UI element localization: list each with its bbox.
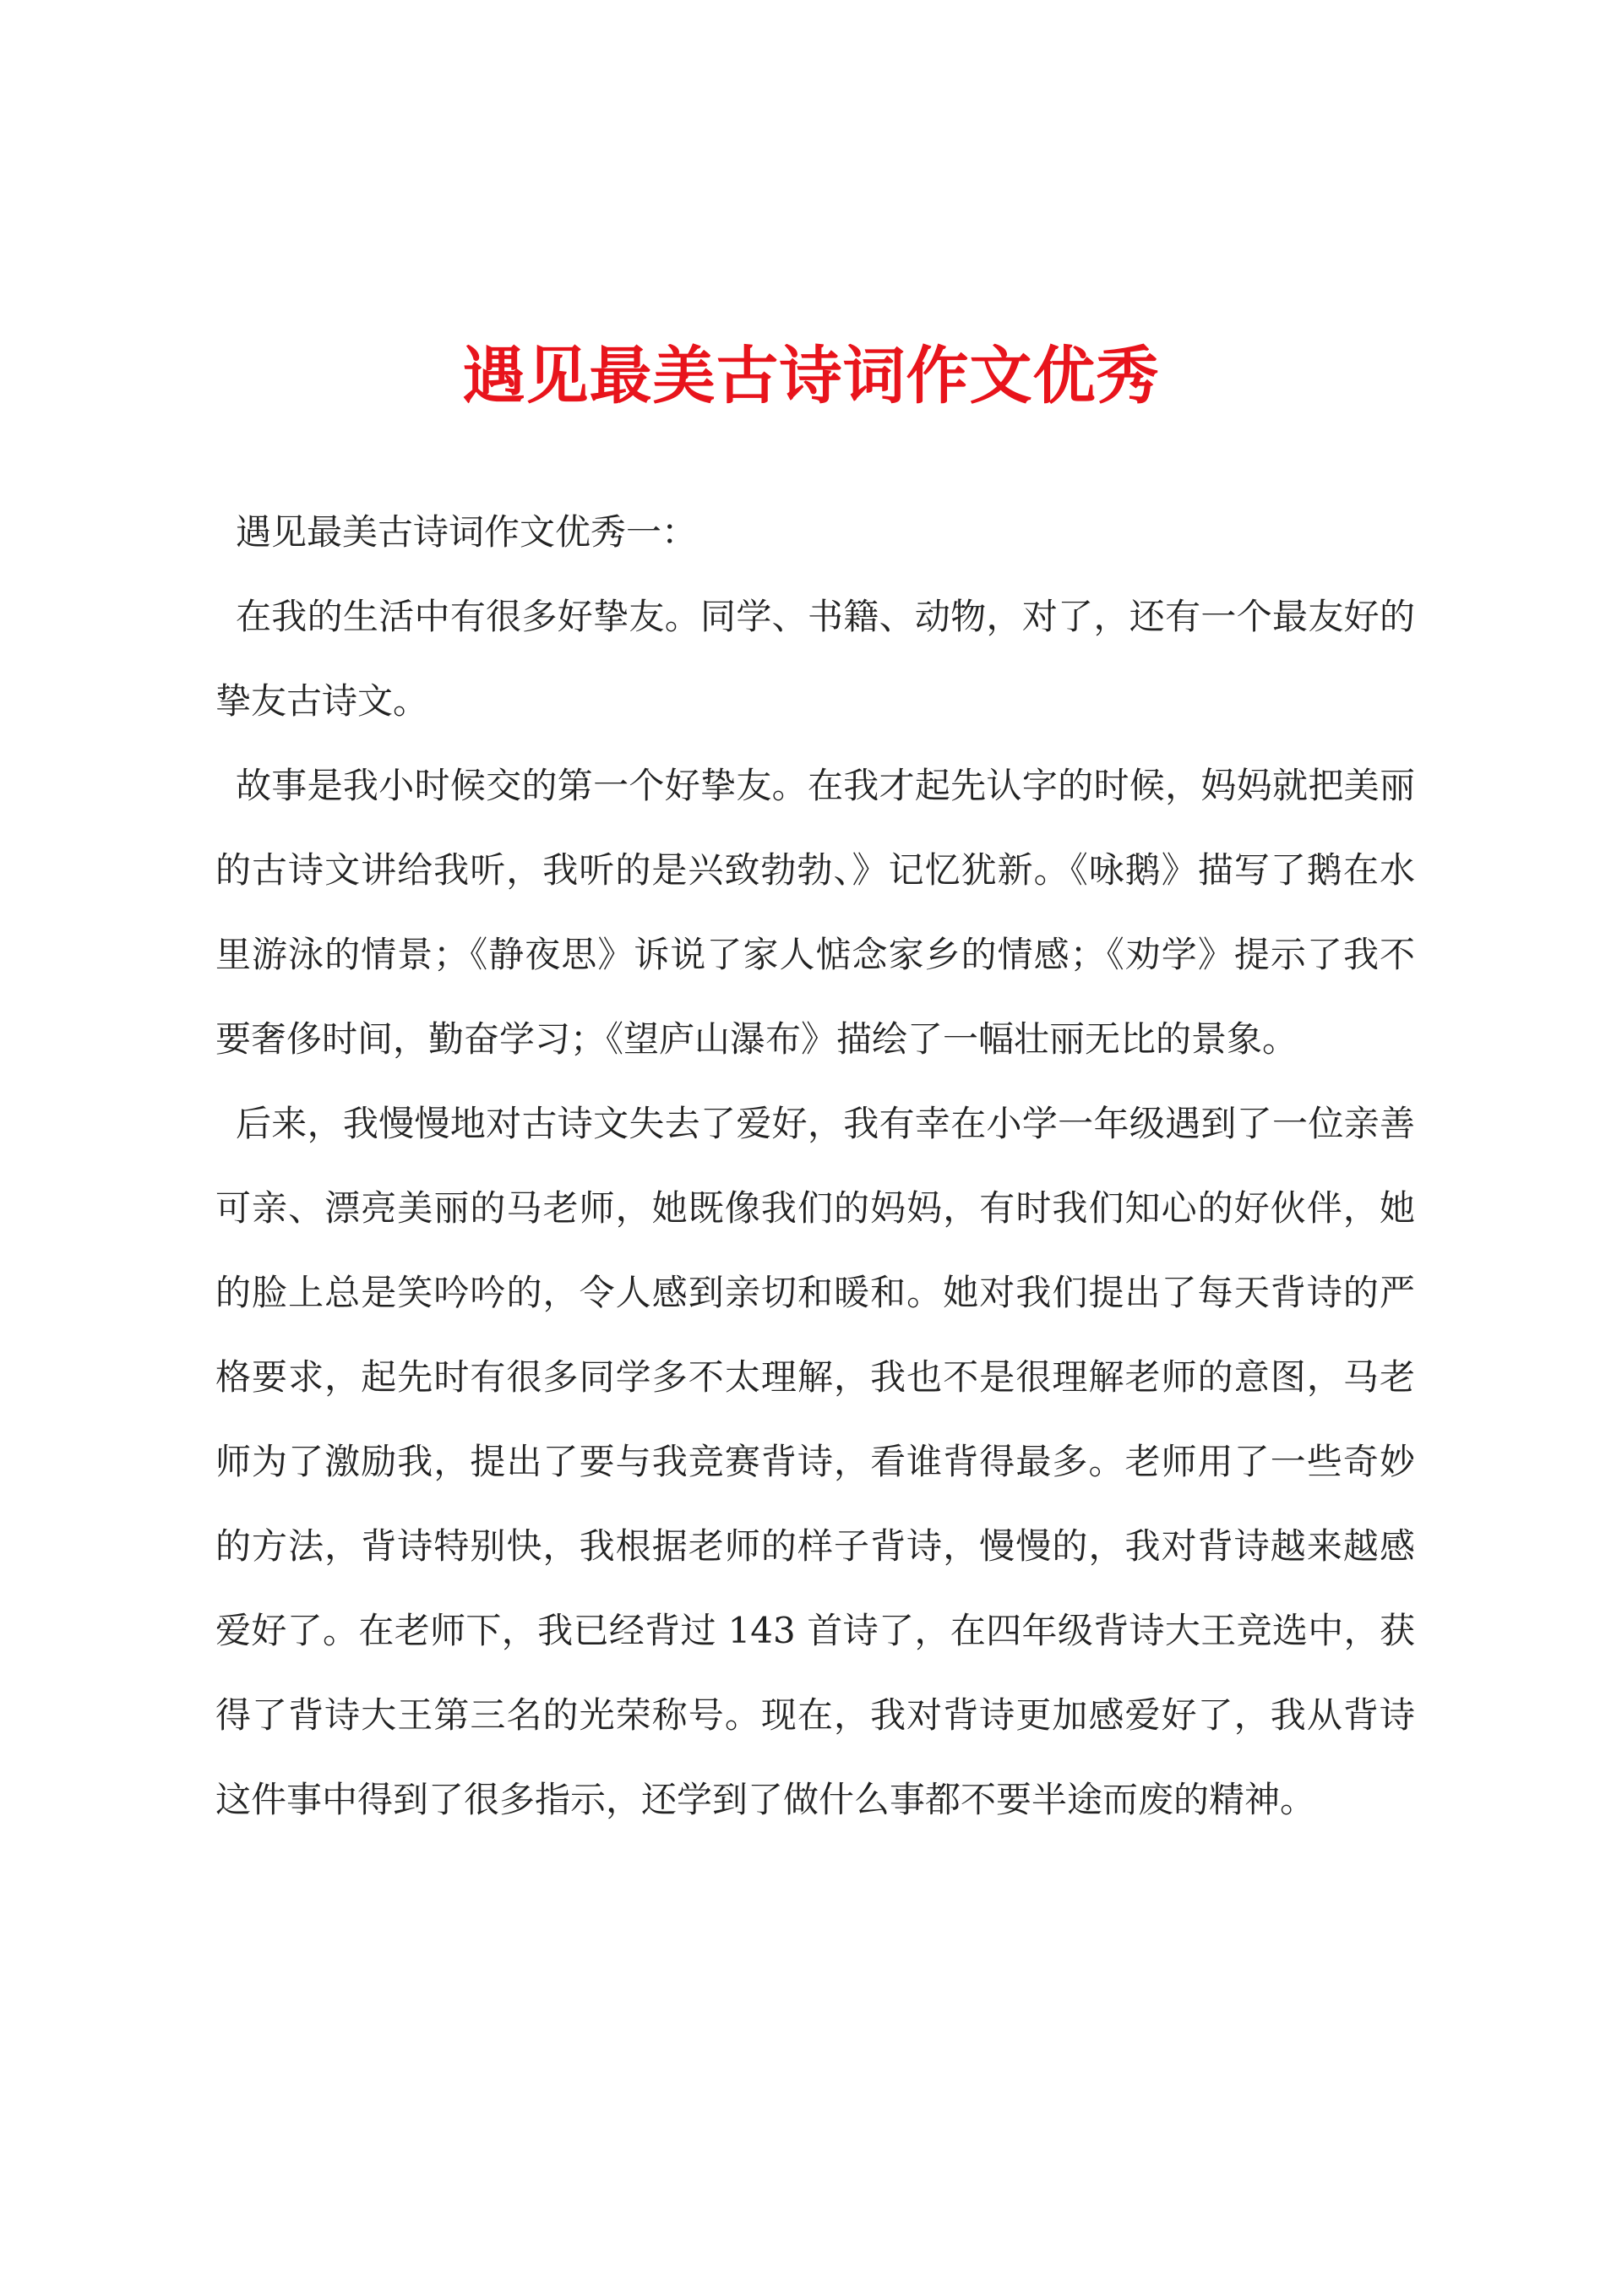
paragraph-subtitle: 遇见最美古诗词作文优秀一：	[236, 511, 698, 553]
paragraph-3: 后来，我慢慢地对古诗文失去了爱好，我有幸在小学一年级遇到了一位亲善可亲、漂亮美丽的马老师，她既像我们的妈妈，有时我们知心的好伙伴，她的脸上总是笑吟吟的，令人感到亲切和暖和。她对我们提出了每天背诗的严格要求，起先时有很多同学多不太理解，我也不是很理解老师的意图，马老师为了激励我，提出了要与我竞赛背诗，看谁背得最多。老师用了一些奇妙的方法，背诗特别快，我根据老师的样子背诗，慢慢的，我对背诗越来越感爱好了。在老师下，我已经背过 143 首诗了，在四年级背诗大王竞选中，获得了背诗大王第三名的光荣称号。现在，我对背诗更加感爱好了，我从背诗这件事中得到了很多指示，还学到了做什么事都不要半途而废的精神。	[215, 1103, 1415, 1820]
paragraph-1: 在我的生活中有很多好挚友。同学、书籍、动物，对了，还有一个最友好的挚友古诗文。	[215, 596, 1415, 722]
document-title: 遇见最美古诗词作文优秀	[462, 340, 1160, 412]
document-body	[215, 490, 1415, 1842]
paragraph-2: 故事是我小时候交的第一个好挚友。在我才起先认字的时候，妈妈就把美丽的古诗文讲给我听，我听的是兴致勃勃、》记忆犹新。《咏鹅》描写了鹅在水里游泳的情景；《静夜思》诉说了家人惦念家乡的情感；《劝学》提示了我不要奢侈时间，勤奋学习；《望庐山瀑布》描绘了一幅壮丽无比的景象。	[215, 765, 1415, 1060]
